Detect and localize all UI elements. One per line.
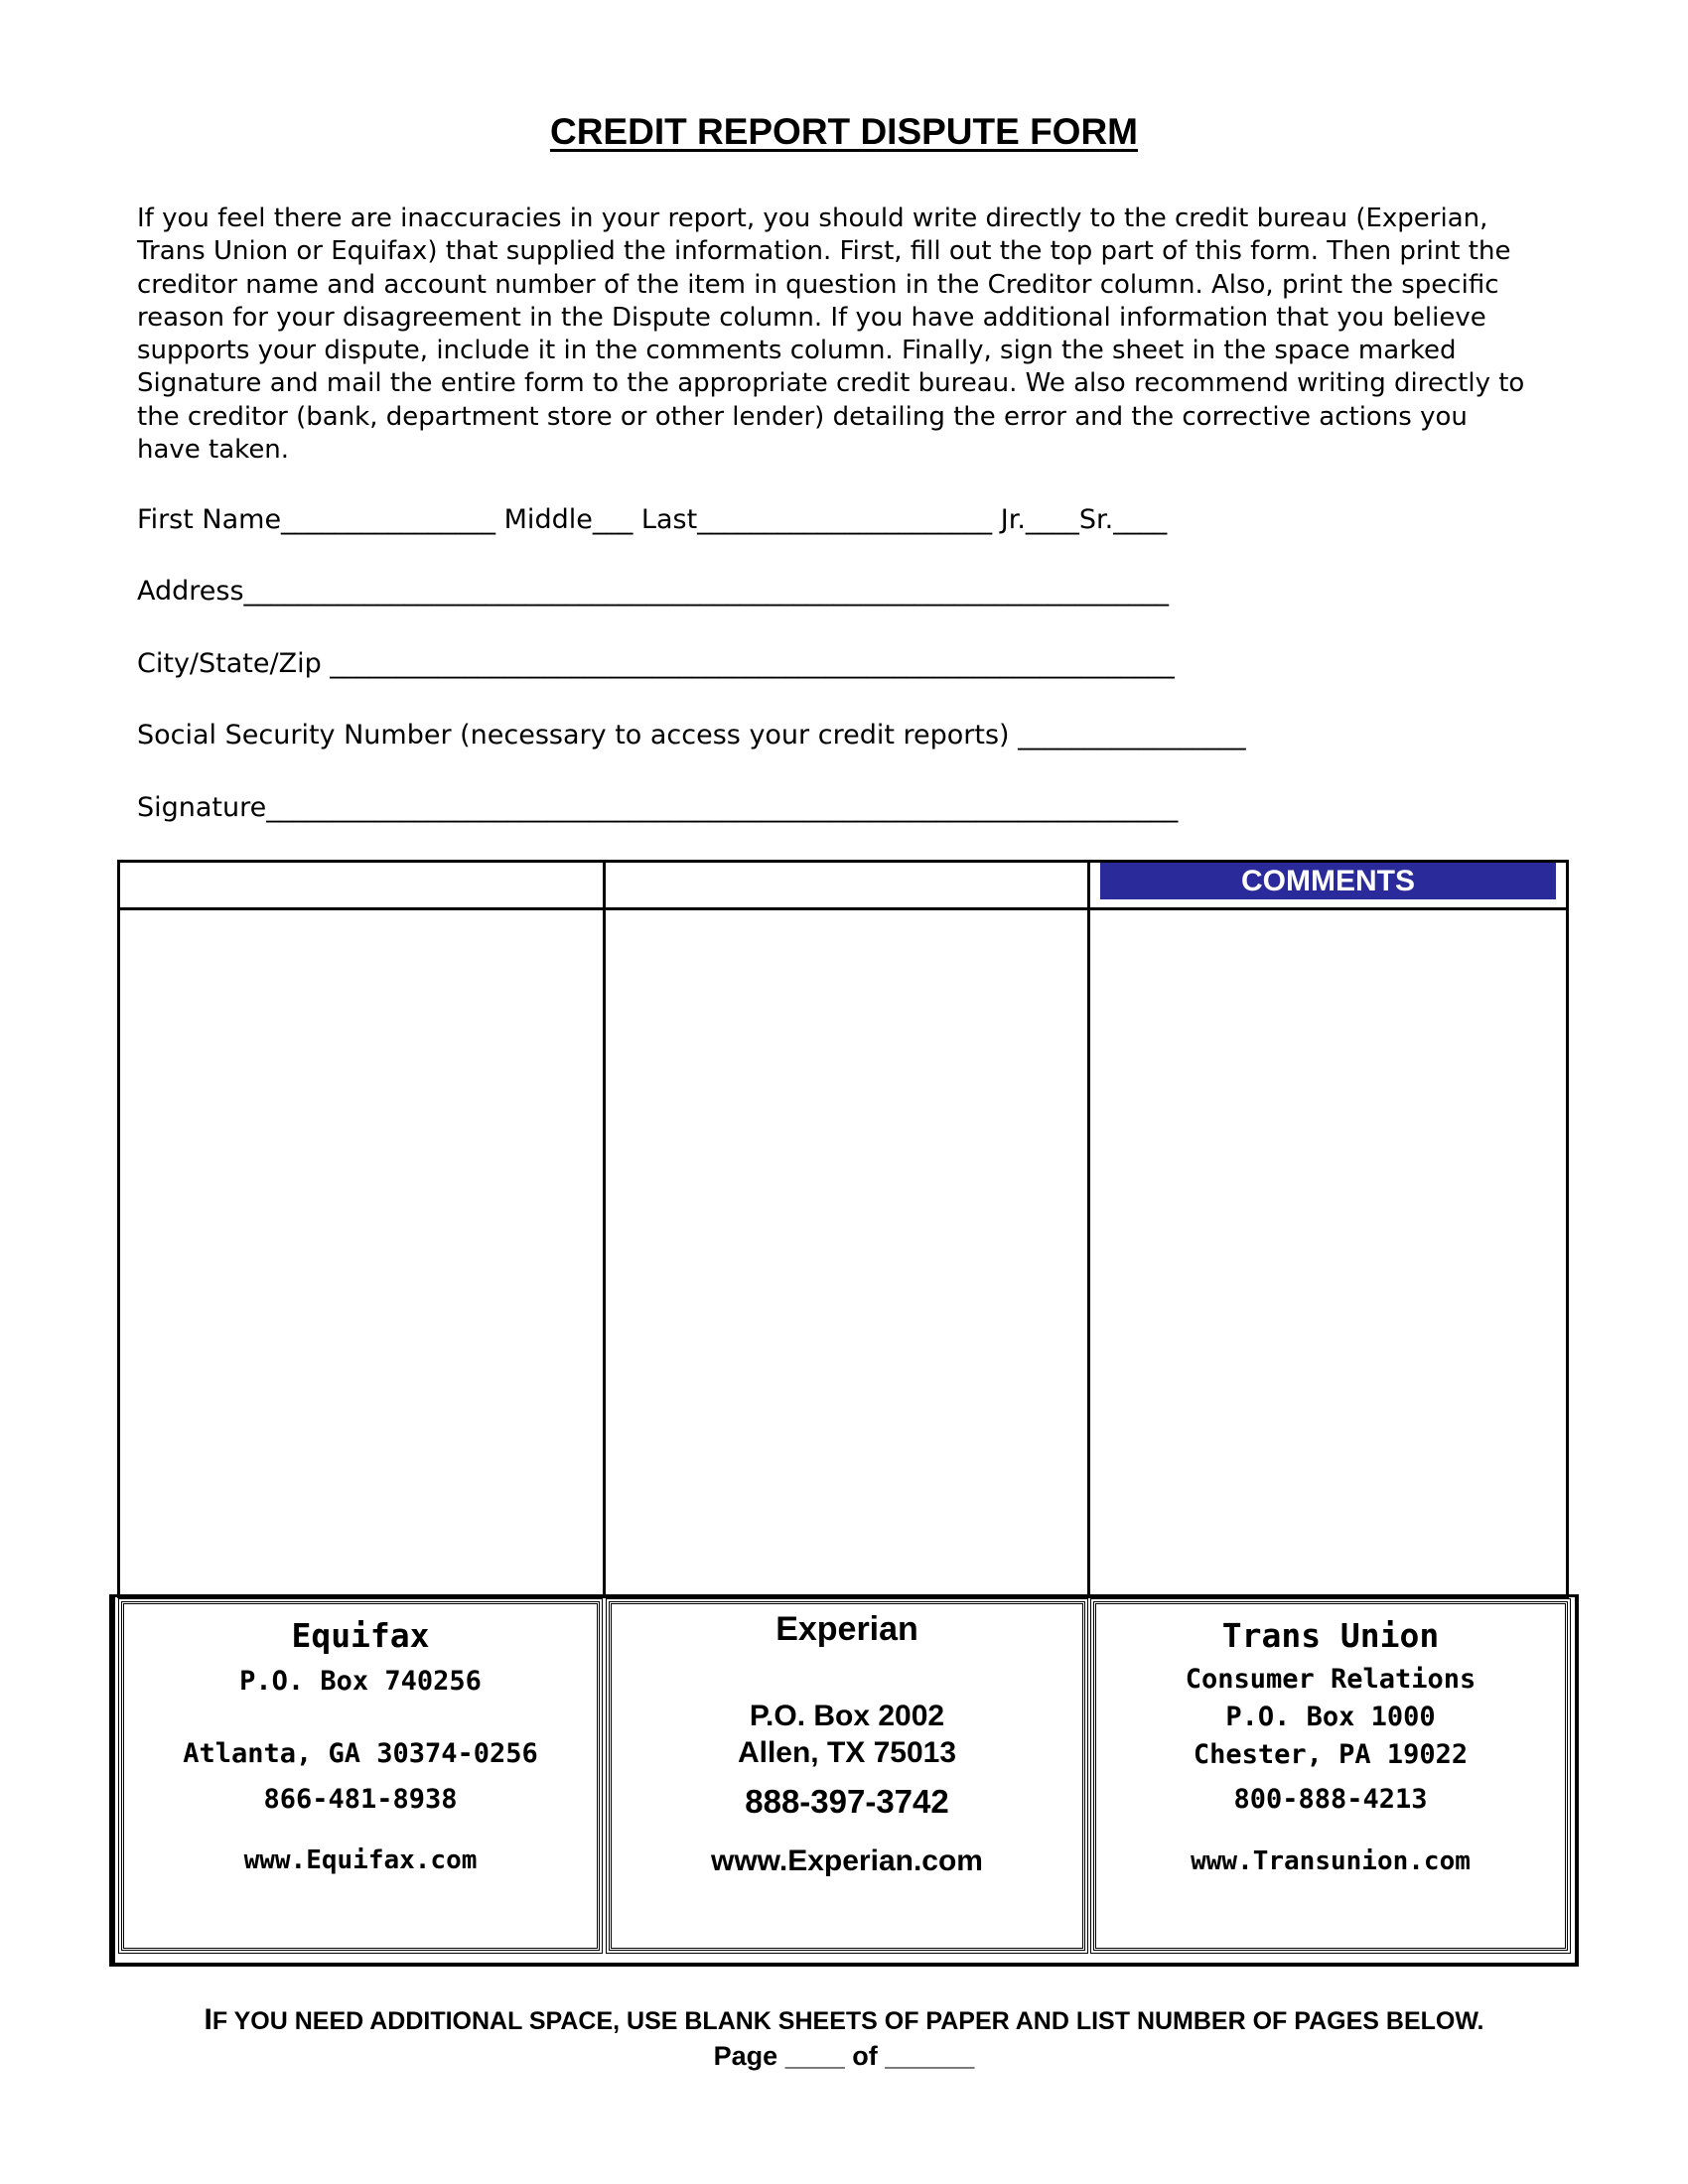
comments-column-cell[interactable] xyxy=(1093,910,1566,1593)
experian-city: Allen, TX 75013 xyxy=(737,1736,957,1769)
experian-name: Experian xyxy=(775,1610,918,1648)
equifax-name: Equifax xyxy=(291,1616,430,1655)
transunion-name: Trans Union xyxy=(1221,1616,1440,1655)
column-divider xyxy=(603,863,606,1595)
comments-column-header: COMMENTS xyxy=(1100,863,1556,899)
equifax-address-box xyxy=(121,1601,600,1951)
transunion-address-box xyxy=(1093,1601,1568,1951)
transunion-website[interactable]: www.Transunion.com xyxy=(1191,1846,1471,1876)
transunion-department: Consumer Relations xyxy=(1185,1664,1477,1695)
dispute-column-cell[interactable] xyxy=(609,910,1084,1593)
experian-website[interactable]: www.Experian.com xyxy=(711,1844,983,1877)
dispute-table xyxy=(117,860,1569,1598)
transunion-city: Chester, PA 19022 xyxy=(1193,1739,1469,1770)
equifax-website[interactable]: www.Equifax.com xyxy=(243,1845,478,1875)
signature-field-line[interactable]: Signature____________________________________________________________________ xyxy=(137,792,1179,823)
experian-address-box xyxy=(609,1601,1085,1951)
dispute-column-header xyxy=(606,863,1087,907)
city-state-zip-field-line[interactable]: City/State/Zip _______________________________________________________________ xyxy=(137,648,1175,679)
equifax-po-box: P.O. Box 740256 xyxy=(239,1666,482,1697)
ssn-field-line[interactable]: Social Security Number (necessary to access your credit reports) _________________ xyxy=(137,720,1246,751)
additional-space-note-text: F YOU NEED ADDITIONAL SPACE, USE BLANK SHEETS OF PAPER AND LIST NUMBER OF PAGES BELOW. xyxy=(211,2007,1484,2035)
additional-space-note xyxy=(0,2003,1688,2037)
experian-po-box: P.O. Box 2002 xyxy=(749,1700,945,1732)
creditor-column-cell[interactable] xyxy=(123,910,600,1593)
experian-phone: 888-397-3742 xyxy=(745,1783,949,1820)
instructions-paragraph: If you feel there are inaccuracies in your report, you should write directly to the credit bureau (Experian, Trans Union or Equifax) that supplied the information. First, fill out the top part of this form. Then print the creditor name and account number of the item in question in the Creditor column. Also, print the specific reason for your disagreement in the Dispute column. If you have additional information that you believe supports your dispute, include it in the comments column. Finally, sign the sheet in the space marked Signature and mail the entire form to the appropriate credit bureau. We also recommend writing directly to the creditor (bank, department store or other lender) detailing the error and the corrective actions you have taken. xyxy=(137,204,1525,466)
column-divider xyxy=(1087,863,1090,1595)
form-title: CREDIT REPORT DISPUTE FORM xyxy=(549,111,1139,152)
transunion-phone: 800-888-4213 xyxy=(1233,1784,1428,1815)
address-field-line[interactable]: Address_____________________________________________________________________ xyxy=(137,576,1170,607)
name-field-line[interactable]: First Name________________ Middle___ Last______________________ Jr.____Sr.____ xyxy=(137,504,1168,535)
transunion-po-box: P.O. Box 1000 xyxy=(1225,1702,1436,1732)
additional-space-note-initial: I xyxy=(204,2003,212,2036)
equifax-city: Atlanta, GA 30374-0256 xyxy=(183,1738,538,1769)
equifax-phone: 866-481-8938 xyxy=(263,1784,458,1815)
creditor-column-header xyxy=(120,863,603,907)
page-count-field[interactable]: Page ____ of ______ xyxy=(713,2041,975,2071)
